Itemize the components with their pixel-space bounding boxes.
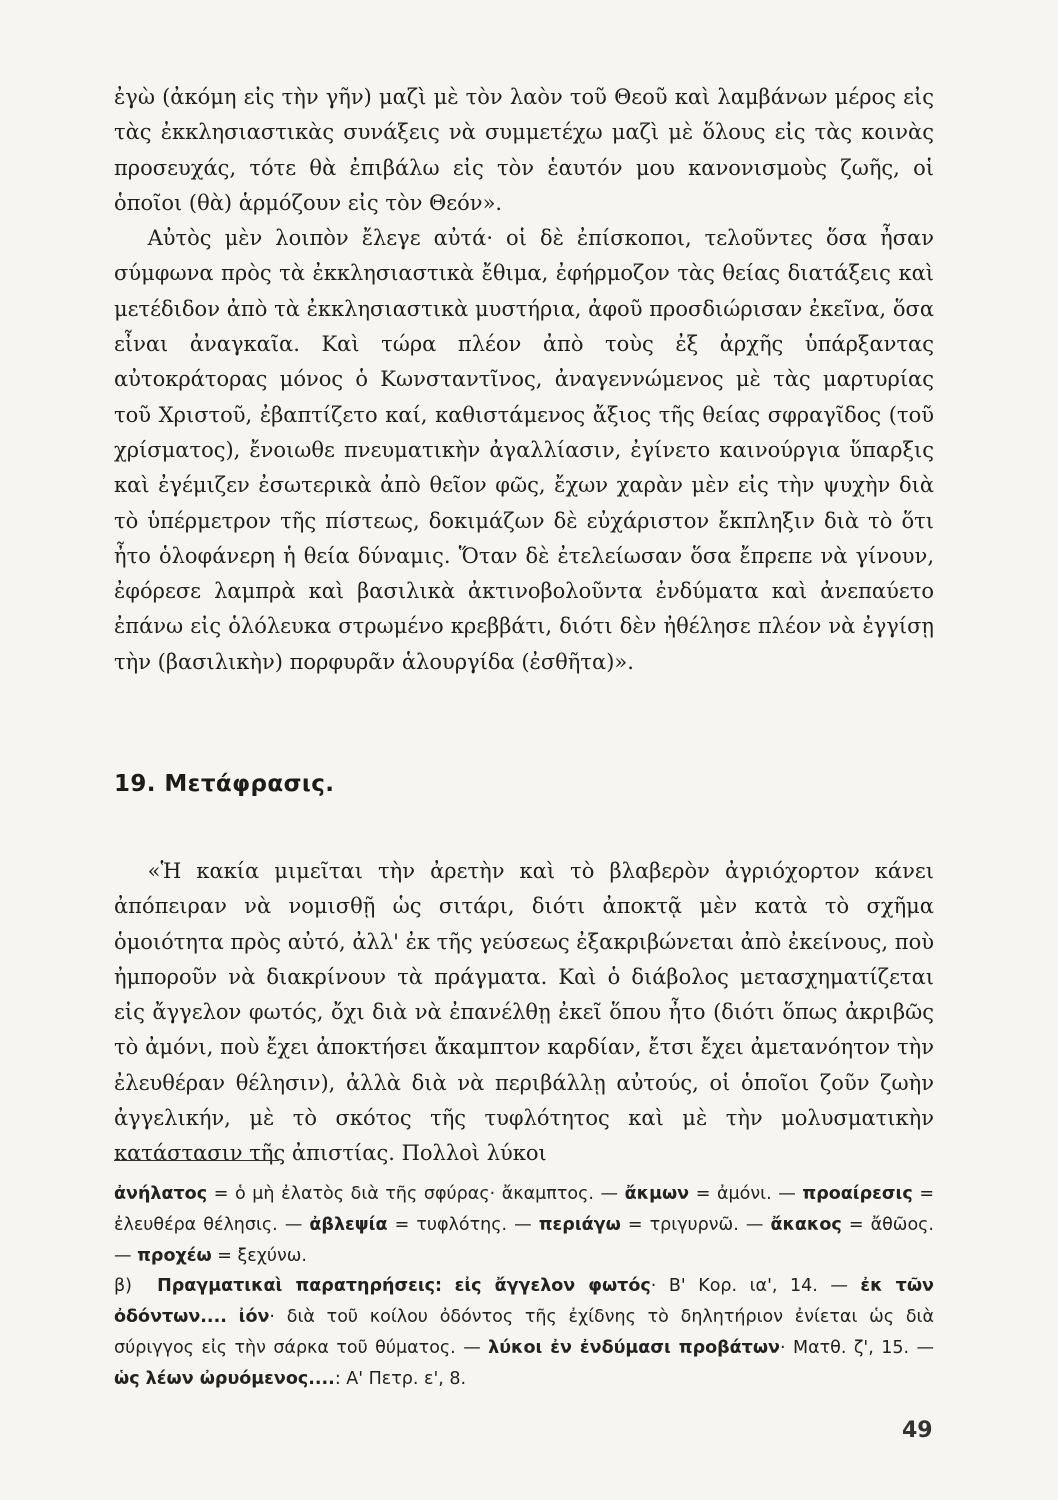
remarks-heading: Πραγματικαὶ παρατηρήσεις: <box>157 1276 443 1296</box>
footnote-divider <box>114 1160 279 1161</box>
glossary-definition: = ξεχύνω. <box>211 1246 307 1266</box>
paragraph-continuation: ἐγὼ (ἀκόμη εἰς τὴν γῆν) μαζὶ μὲ τὸν λαὸν τοῦ Θεοῦ καὶ λαμβάνων μέρος εἰς τὰς ἐκκλησιαστικὰς συνάξεις νὰ συμμετέχω μαζὶ μὲ ὅλους εἰς τὰς κοινὰς προσευχάς, τότε θὰ ἐπιβάλω εἰς τὸν ἑαυτόν μου κανονισμοὺς ζωῆς, οἱ ὁποῖοι (θὰ) ἁρμόζουν εἰς τὸν Θεόν». <box>114 85 934 215</box>
remark-term: ὡς λέων ὠρυόμενος.... <box>114 1369 335 1389</box>
remark-definition: · Β' Κορ. ια', 14. — <box>650 1276 861 1296</box>
glossary-term: ἄκακος <box>770 1215 842 1235</box>
glossary-term: ἀβλεψία <box>309 1215 388 1235</box>
page-number: 49 <box>902 1418 933 1443</box>
remark-term: ἐκ τῶν ὀδόντων.... <box>114 1276 934 1327</box>
glossary-definition: = ἐλευθέρα θέλησις. — <box>114 1184 934 1235</box>
remark-term: εἰς ἄγγελον φωτός <box>454 1276 651 1296</box>
glossary-term: προχέω <box>137 1246 212 1266</box>
translation-text-block <box>114 854 934 1172</box>
remark-term: ἰόν <box>238 1307 270 1327</box>
glossary-notes <box>114 1179 934 1272</box>
glossary-definition: = ὁ μὴ ἐλατὸς διὰ τῆς σφύρας· ἄκαμπτος. — <box>207 1184 625 1204</box>
remark-definition <box>227 1307 239 1327</box>
glossary-term: ἄκμων <box>624 1184 690 1204</box>
remark-definition: · Ματθ. ζ', 15. — <box>779 1338 934 1358</box>
glossary-term: προαίρεσις <box>802 1184 913 1204</box>
section-heading: 19. Μετάφρασις. <box>114 771 335 797</box>
remark-term: λύκοι ἐν ἐνδύμασι προβάτων <box>488 1338 780 1358</box>
glossary-definition: = τυφλότης. — <box>387 1215 539 1235</box>
glossary-term: ἀνήλατος <box>114 1184 208 1204</box>
remark-definition: · διὰ τοῦ κοίλου ὀδόντος τῆς ἐχίδνης τὸ δηλητήριον ἐνίεται ὡς διὰ σύριγγος εἰς τὴν σάρκα τοῦ θύματος. — <box>114 1307 934 1358</box>
main-text-block <box>114 80 934 680</box>
glossary-definition: = ἄθῶος. — <box>114 1215 935 1266</box>
remarks-notes <box>114 1271 934 1395</box>
remark-definition: : Α' Πετρ. ε', 8. <box>334 1369 467 1389</box>
paragraph-constantine-baptism: Αὐτὸς μὲν λοιπὸν ἔλεγε αὐτά· οἱ δὲ ἐπίσκοποι, τελοῦντες ὅσα ἦσαν σύμφωνα πρὸς τὰ ἐκκλησιαστικὰ ἔθιμα, ἐφήρμοζον τὰς θείας διατάξεις καὶ μετέδιδον ἀπὸ τὰ ἐκκλησιαστικὰ μυστήρια, ἀφοῦ προσδιώρισαν ἐκεῖνα, ὅσα εἶναι ἀναγκαῖα. Καὶ τώρα πλέον ἀπὸ τοὺς ἐξ ἀρχῆς ὑπάρξαντας αὐτοκράτορας μόνος ὁ Κωνσταντῖνος, ἀναγεννώμενος μὲ τὰς μαρτυρίας τοῦ Χριστοῦ, ἐβαπτίζετο καί, καθιστάμενος ἄξιος τῆς θείας σφραγῖδος (τοῦ χρίσματος), ἔνοιωθε πνευματικὴν ἀγαλλίασιν, ἐγίνετο καινούργια ὕπαρξις καὶ ἐγέμιζεν ἐσωτερικὰ ἀπὸ θεῖον φῶς, ἔχων χαρὰν μὲν εἰς τὴν ψυχὴν διὰ τὸ ὑπέρμετρον τῆς πίστεως, δοκιμάζων δὲ εὐχάριστον ἔκπληξιν διὰ τὸ ὅτι ἦτο ὁλοφάνερη ἡ θεία δύναμις. Ὅταν δὲ ἐτελείωσαν ὅσα ἔπρεπε νὰ γίνουν, ἐφόρεσε λαμπρὰ καὶ βασιλικὰ ἀκτινοβολοῦντα ἐνδύματα καὶ ἀνεπαύετο ἐπάνω εἰς ὁλόλευκα στρωμένο κρεββάτι, διότι δὲν ἠθέλησε πλέον νὰ ἐγγίσῃ τὴν (βασιλικὴν) πορφυρᾶν ἁλουργίδα (ἐσθῆτα)». <box>114 226 934 674</box>
translation-paragraph: «Ἡ κακία μιμεῖται τὴν ἀρετὴν καὶ τὸ βλαβερὸν ἀγριόχορτον κάνει ἀπόπειραν νὰ νομισθῇ ὡς σιτάρι, διότι ἀποκτᾷ μὲν κατὰ τὸ σχῆμα ὁμοιότητα πρὸς αὐτό, ἀλλ' ἐκ τῆς γεύσεως ἐξακριβώνεται ἀπὸ ἐκείνους, ποὺ ἠμποροῦν νὰ διακρίνουν τὰ πράγματα. Καὶ ὁ διάβολος μετασχηματίζεται εἰς ἄγγελον φωτός, ὄχι διὰ νὰ ἐπανέλθῃ ἐκεῖ ὅπου ἦτο (διότι ὅπως ἀκριβῶς τὸ ἀμόνι, ποὺ ἔχει ἀποκτήσει ἄκαμπτον καρδίαν, ἔτσι ἔχει ἀμετανόητον τὴν ἐλευθέραν θέλησιν), ἀλλὰ διὰ νὰ περιβάλλῃ αὐτούς, οἱ ὁποῖοι ζοῦν ζωὴν ἀγγελικήν, μὲ τὸ σκότος τῆς τυφλότητος καὶ μὲ τὴν μολυσματικὴν κατάστασιν τῆς ἀπιστίας. Πολλοὶ λύκοι <box>114 859 934 1166</box>
remarks-label: β) <box>114 1276 132 1296</box>
glossary-term: περιάγω <box>538 1215 621 1235</box>
glossary-definition: = ἀμόνι. — <box>689 1184 803 1204</box>
glossary-definition: = τριγυρνῶ. — <box>620 1215 771 1235</box>
